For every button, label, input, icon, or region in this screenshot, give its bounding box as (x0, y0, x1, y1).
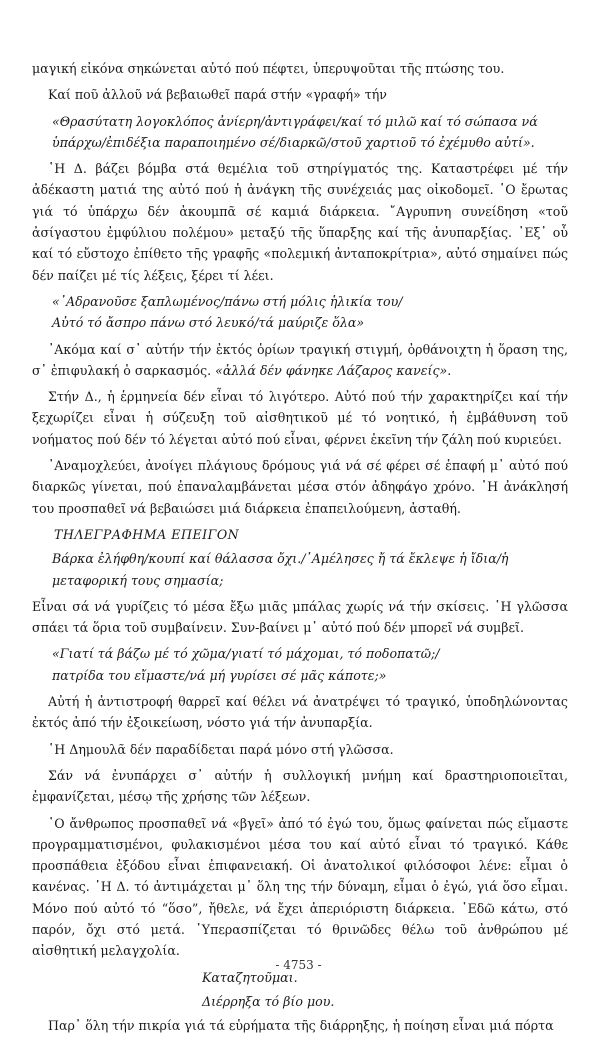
quote-line: «Γιατί τά βάζω μέ τό χῶμα/γιατί τό μάχομαι, τό ποδοπατῶ;/ (52, 646, 440, 662)
inline-quote: «ἀλλά δέν φάνηκε Λάζαρος κανείς». (215, 362, 452, 378)
quote-line: «Θρασύτατη λογοκλόπος ἀνίερη/ἀντιγράφει/καί τό μιλῶ καί τό σώπασα νά (52, 113, 538, 129)
paragraph: Στήν Δ., ἡ ἑρμηνεία δέν εἶναι τό λιγότερο. Αὐτό πού τήν χαρακτηρίζει καί τήν ξεχωρίζει εἶναι ἡ σύζευξη τοῦ αἰσθητικοῦ μέ τό νοητικό, ἡ ἐμβάθυνση τοῦ νοήματος πού δέν τό λέγεται αὐτό πού εἶναι, φέρνει ἐκεῖνη τήν ζάλη πού κυριεύει. (32, 389, 568, 447)
quote-line: πατρίδα του εἴμαστε/νά μή γυρίσει σέ μᾶς κάποτε;» (52, 667, 387, 683)
quote-line: Αὐτό τό ἄσπρο πάνω στό λευκό/τά μαύριζε ὅλα» (52, 315, 365, 331)
paragraph: μαγική εἰκόνα σηκώνεται αὐτό πού πέφτει, ὑπερυψοῦται τῆς πτώσης του. (32, 61, 505, 76)
quotation (32, 548, 568, 591)
quotation (32, 291, 568, 334)
verse-line: Καταζητοῦμαι. (202, 969, 298, 985)
paragraph: Σάν νά ἐνυπάρχει σ᾿ αὐτήν ἡ συλλογική μνήμη καί δραστηριοποιεῖται, ἐμφανίζεται, μέσῳ τῆς χρήσης τῶν λέξεων. (32, 767, 568, 805)
paragraph: ῾Η Δ. βάζει βόμβα στά θεμέλια τοῦ στηρίγματός της. Καταστρέφει μέ τήν ἀδέκαστη ματιά της αὐτό πού ἡ ἀνάγκη τῆς συνέχειάς μας οἰκοδομεῖ. ῾Ο ἔρωτας γιά τό ὑπάρχω δέν ἀκουμπᾶ σέ καμιά διάρκεια. ῎Αγρυπνη συνείδηση «τοῦ ἀσίγαστου ἐμφύλιου πολέμου» μεταξύ τῆς ὕπαρξης καί τῆς ἀνυπαρξίας. ᾿Εξ᾿ οὗ καί τό εὔστοχο ἐπίθετο τῆς γραφῆς «πολεμική ἀνταποκρίτρια», αὐτό σημαίνει πώς δέν παίζει μέ τίς λέξεις, ξέρει τί λέει. (32, 161, 568, 283)
quotation (32, 643, 568, 686)
paragraph: Εἶναι σά νά γυρίζεις τό μέσα ἔξω μιᾶς μπάλας χωρίς νά τήν σκίσεις. ῾Η γλῶσσα σπάει τά ὅρια τοῦ συμβαίνειν. Συν-βαίνει μ᾿ αὐτό πού δέν μπορεῖ νά συμβεῖ. (32, 598, 568, 636)
quote-line: «᾿Αδρανοῦσε ξαπλωμένος/πάνω στή μόλις ἡλικία του/ (52, 293, 403, 309)
quote-line: ὑπάρχω/ἐπιδέξια παραποιημένο σέ/διαρκῶ/στοῦ χαρτιοῦ τό ἐχέμυθο αὐτί». (52, 134, 535, 150)
paragraph: ῾Η Δημουλᾶ δέν παραδίδεται παρά μόνο στή γλῶσσα. (48, 741, 394, 757)
page-number: - 4753 - (275, 958, 322, 972)
paragraph: ᾿Αναμοχλεύει, ἀνοίγει πλάγιους δρόμους γιά νά σέ φέρει σέ ἐπαφή μ᾿ αὐτό πού διαρκῶς γίνεται, πού ἐπαναλαμβάνεται μέσα στόν ἀδηφάγο χρόνο. ῾Η ἀνάκλησή του προσπαθεῖ νά βεβαιώσει μιά διάρκεια ἐπαπειλούμενη, ἀσταθή. (32, 458, 568, 516)
quotation (32, 111, 568, 154)
paragraph: Αὐτή ἡ ἀντιστροφή θαρρεῖ καί θέλει νά ἀνατρέψει τό τραγικό, ὑποδηλώνοντας ἐκτός ἀπό τήν ἐξοικείωση, νόστο γιά τήν ἀνυπαρξία. (32, 694, 568, 731)
body-text (32, 58, 568, 1041)
paragraph: Παρ᾿ ὅλη τήν πικρία γιά τά εὑρήματα τῆς διάρρηξης, ἡ ποίηση εἶναι μιά πόρτα (48, 1018, 554, 1034)
paragraph (32, 339, 568, 382)
section-heading: ΤΗΛΕΓΡΑΦΗΜΑ ΕΠΕΙΓΟΝ (54, 526, 240, 542)
paragraph: ῾Ο ἄνθρωπος προσπαθεῖ νά «βγεῖ» ἀπό τό ἐγώ του, ὅμως φαίνεται πώς εἴμαστε προγραμματισμένοι, φυλακισμένοι μέσα του καί αὐτό εἶναι τό τραγικό. Κάθε προσπάθεια ἐξόδου εἶναι ἐπιφανειακή. Οἱ ἀνατολικοί φιλόσοφοι λένε: εἶμαι ὁ κανένας. ῾Η Δ. τό ἀντιμάχεται μ᾿ ὅλη της τήν δύναμη, εἶμαι ὁ ἐγώ, γιά ὅσο εἶμαι. Μόνο πού αὐτό τό “ὅσο”, ἤθελε, νά ἔχει ἀπεριόριστη διάρκεια. ᾿Εδῶ κάτω, στό παρόν, ὄχι στό μετά. ῾Υπερασπίζεται τό θρινῶδες θέλω τοῦ ἀνθρώπου μέ αἰσθητική μελαγχολία. (32, 815, 568, 959)
paragraph-text: ᾿Ακόμα καί σ᾿ αὐτήν τήν ἐκτός ὁρίων τραγική στιγμή, ὀρθάνοιχτη ἡ ὅραση της, σ᾿ ἐπιφυλακή ὁ σαρκασμός. (32, 341, 568, 378)
paragraph: Καί ποῦ ἀλλοῦ νά βεβαιωθεῖ παρά στήν «γραφή» τήν (48, 87, 387, 103)
quote-line: Βάρκα ἐλήφθη/κουπί καί θάλασσα ὄχι./᾿Αμέλησες ἤ τά ἔκλεψε ἡ ἴδια/ἡ (52, 551, 509, 567)
verse-line: Διέρρηξα τό βίο μου. (202, 993, 335, 1009)
quote-line: μεταφορική τους σημασία; (52, 572, 224, 588)
